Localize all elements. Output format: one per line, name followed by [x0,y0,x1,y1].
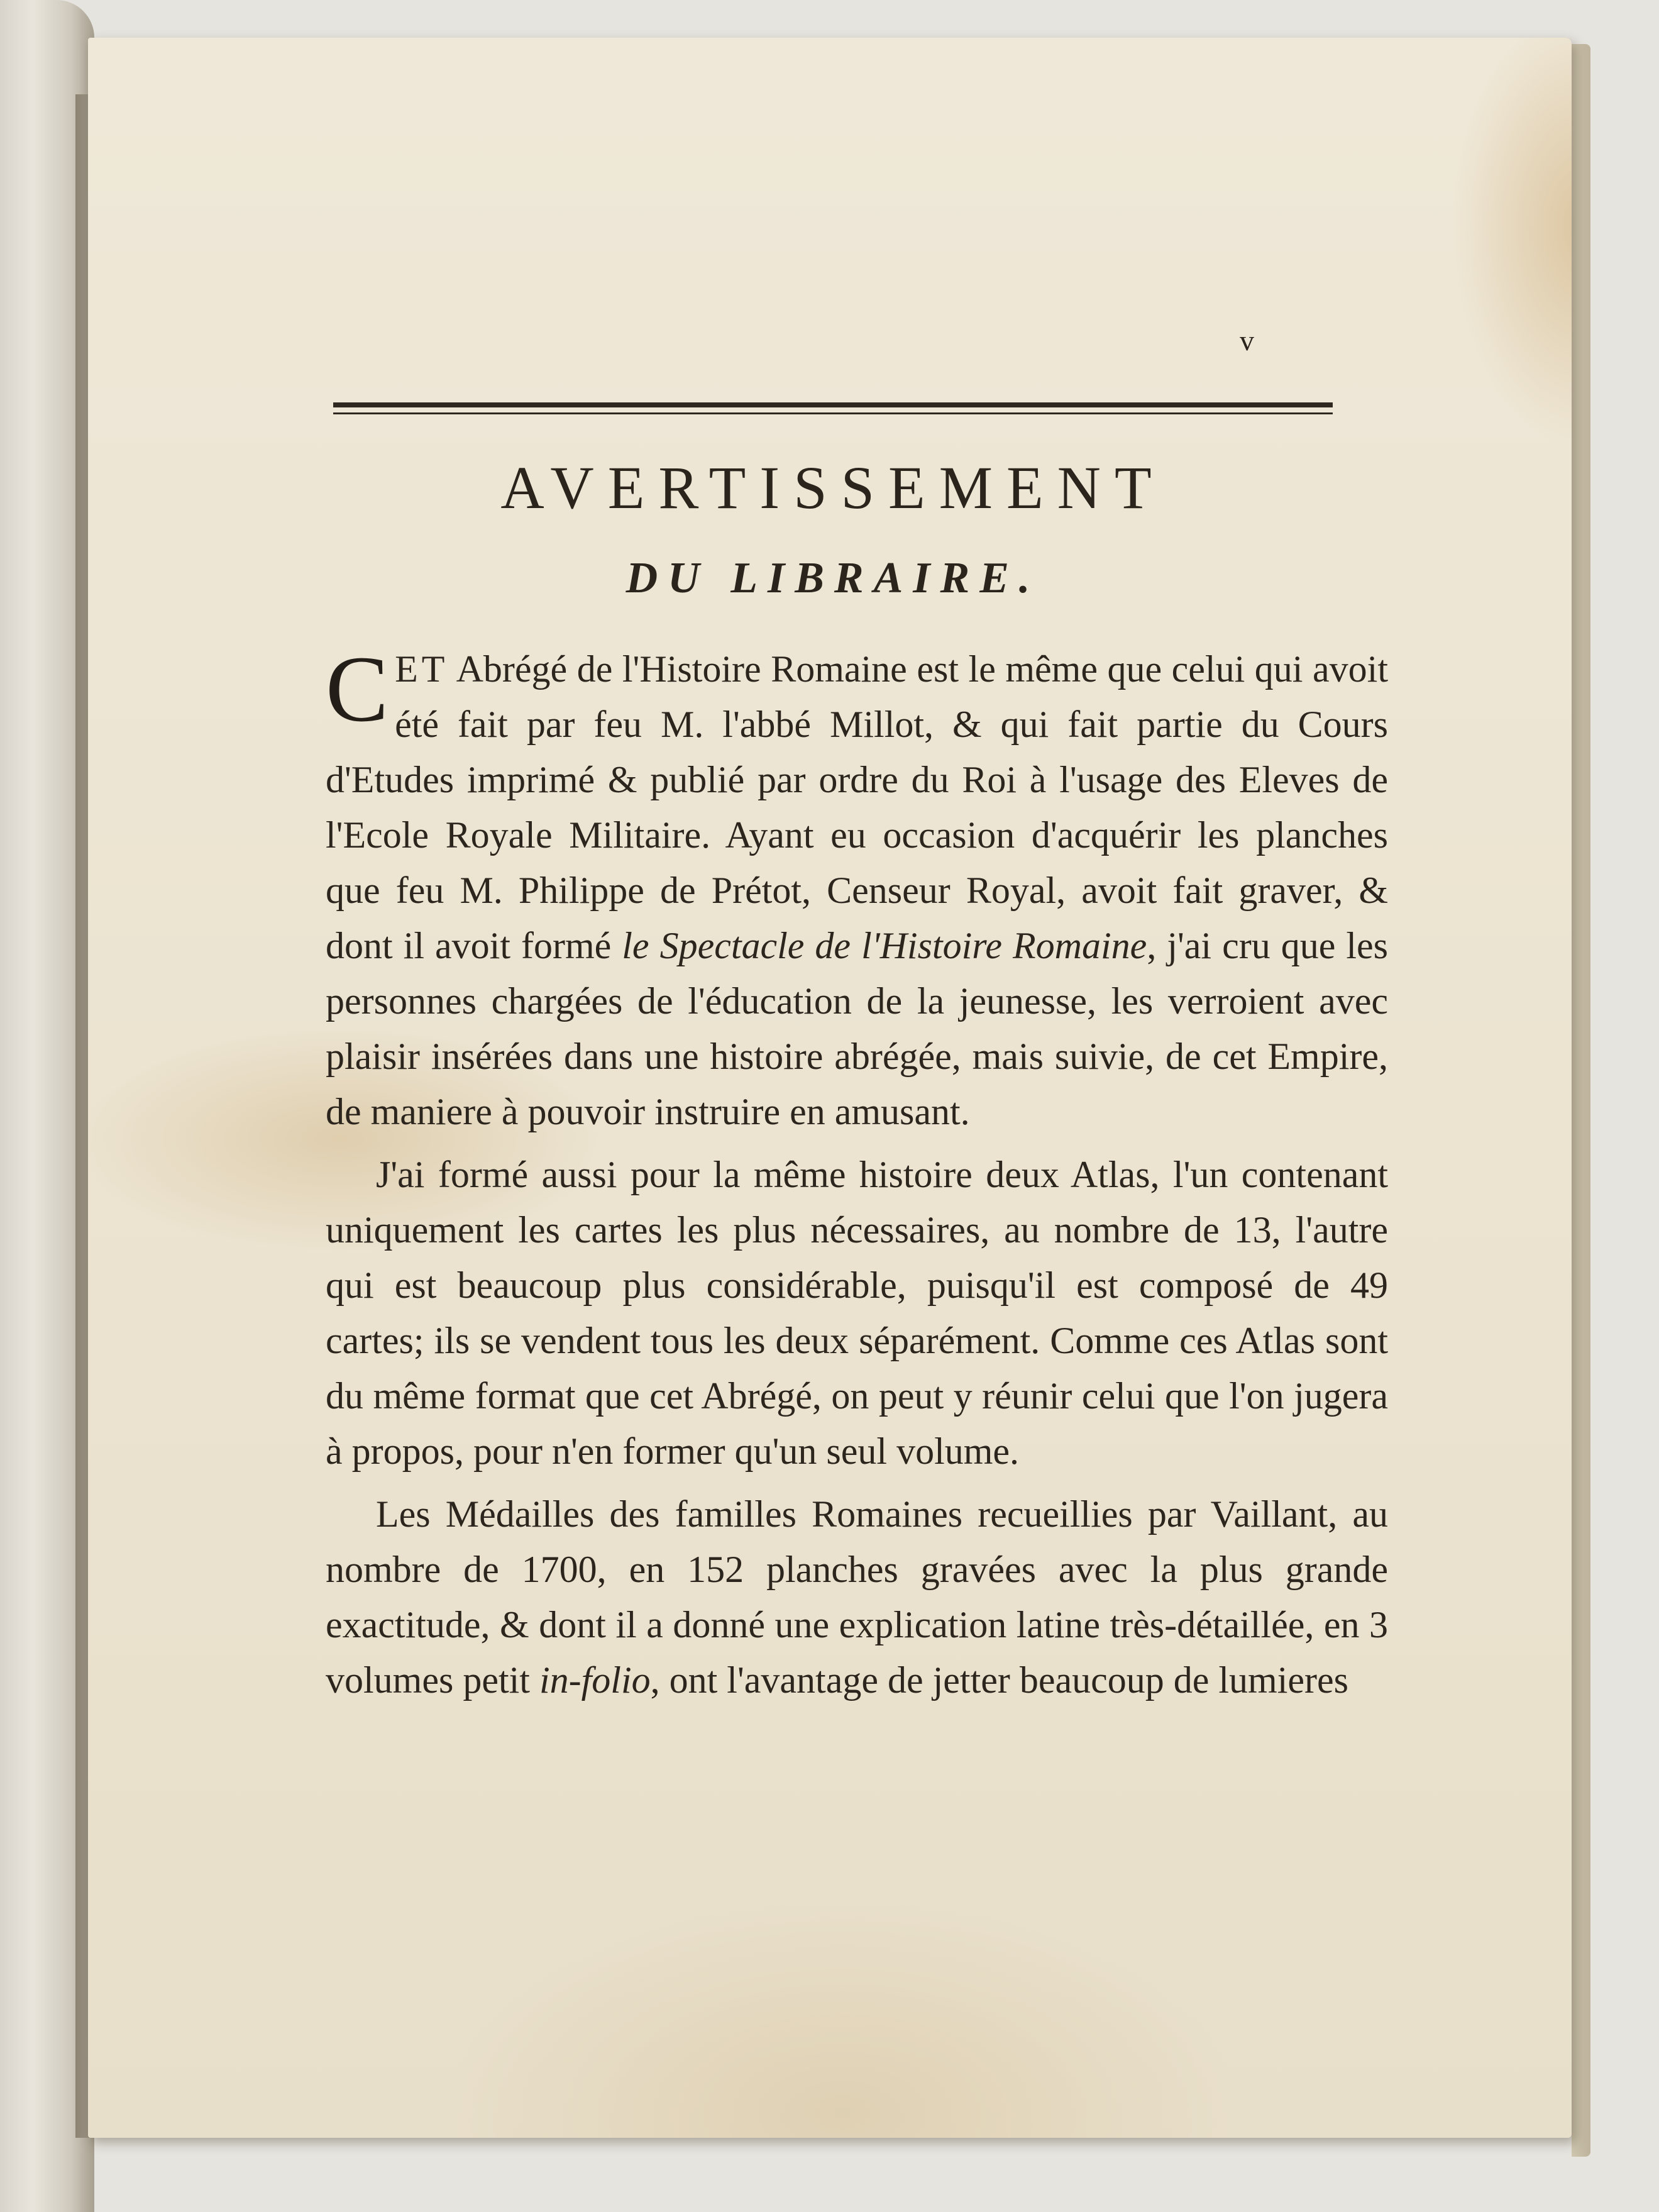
paragraph-1-italic-title: le Spectacle de l'Histoire Romaine [622,925,1147,966]
body-text [326,637,1388,1708]
paragraph-1-text-a: Abrégé de l'Histoire Romaine est le même que celui qui avoit été fait par feu M. l'abbé Millot, & qui fait partie du Cours d'Etudes imprimé & publié par ordre du Roi à l'usage des Eleves de l'Ecole Royale Militaire. Ayant eu occasion d'acquérir les planches que feu M. Philippe de Prétot, Censeur Royal, avoit fait graver, & dont il avoit formé [326,648,1388,966]
book-page [88,38,1572,2138]
drop-cap: C [326,637,389,741]
header-rule-thick [333,402,1333,407]
paragraph-3-italic: in-folio [539,1659,651,1701]
small-caps-word: ET [395,648,449,690]
header-rule-thin [333,412,1333,414]
page-title: AVERTISSEMENT [500,454,1166,521]
paragraph-1-text-b: , j'ai cru que les personnes chargées de l'éducation de la jeunesse, les verroient avec plaisir insérées dans une histoire abrégée, mais suivie, de cet Empire, de maniere à pouvoir instruire en amusant. [326,925,1388,1132]
page-subtitle: DU LIBRAIRE. [626,554,1040,602]
paragraph-3-text-a: Les Médailles des familles Romaines recueillies par Vaillant, au nombre de 1700, en 152 planches gravées avec la plus grande exactitude, & dont il a donné une explication latine très-détaillée, en 3 volumes petit [326,1493,1388,1701]
page-content [88,38,1572,2138]
paragraph-1 [326,637,1388,1139]
paragraph-2: J'ai formé aussi pour la même histoire deux Atlas, l'un contenant uniquement les cartes les plus nécessaires, au nombre de 13, l'autre qui est beaucoup plus considérable, puisqu'il est composé de 49 cartes; ils se vendent tous les deux séparément. Comme ces Atlas sont du même format que cet Abrégé, on peut y réunir celui que l'on jugera à propos, pour n'en former qu'un seul volume. [326,1154,1388,1472]
page-stack-edge [1572,44,1590,2157]
paragraph-3-text-b: , ont l'avantage de jetter beaucoup de lumieres [650,1659,1348,1701]
page-number: v [1240,324,1254,357]
paragraph-3 [326,1486,1388,1708]
